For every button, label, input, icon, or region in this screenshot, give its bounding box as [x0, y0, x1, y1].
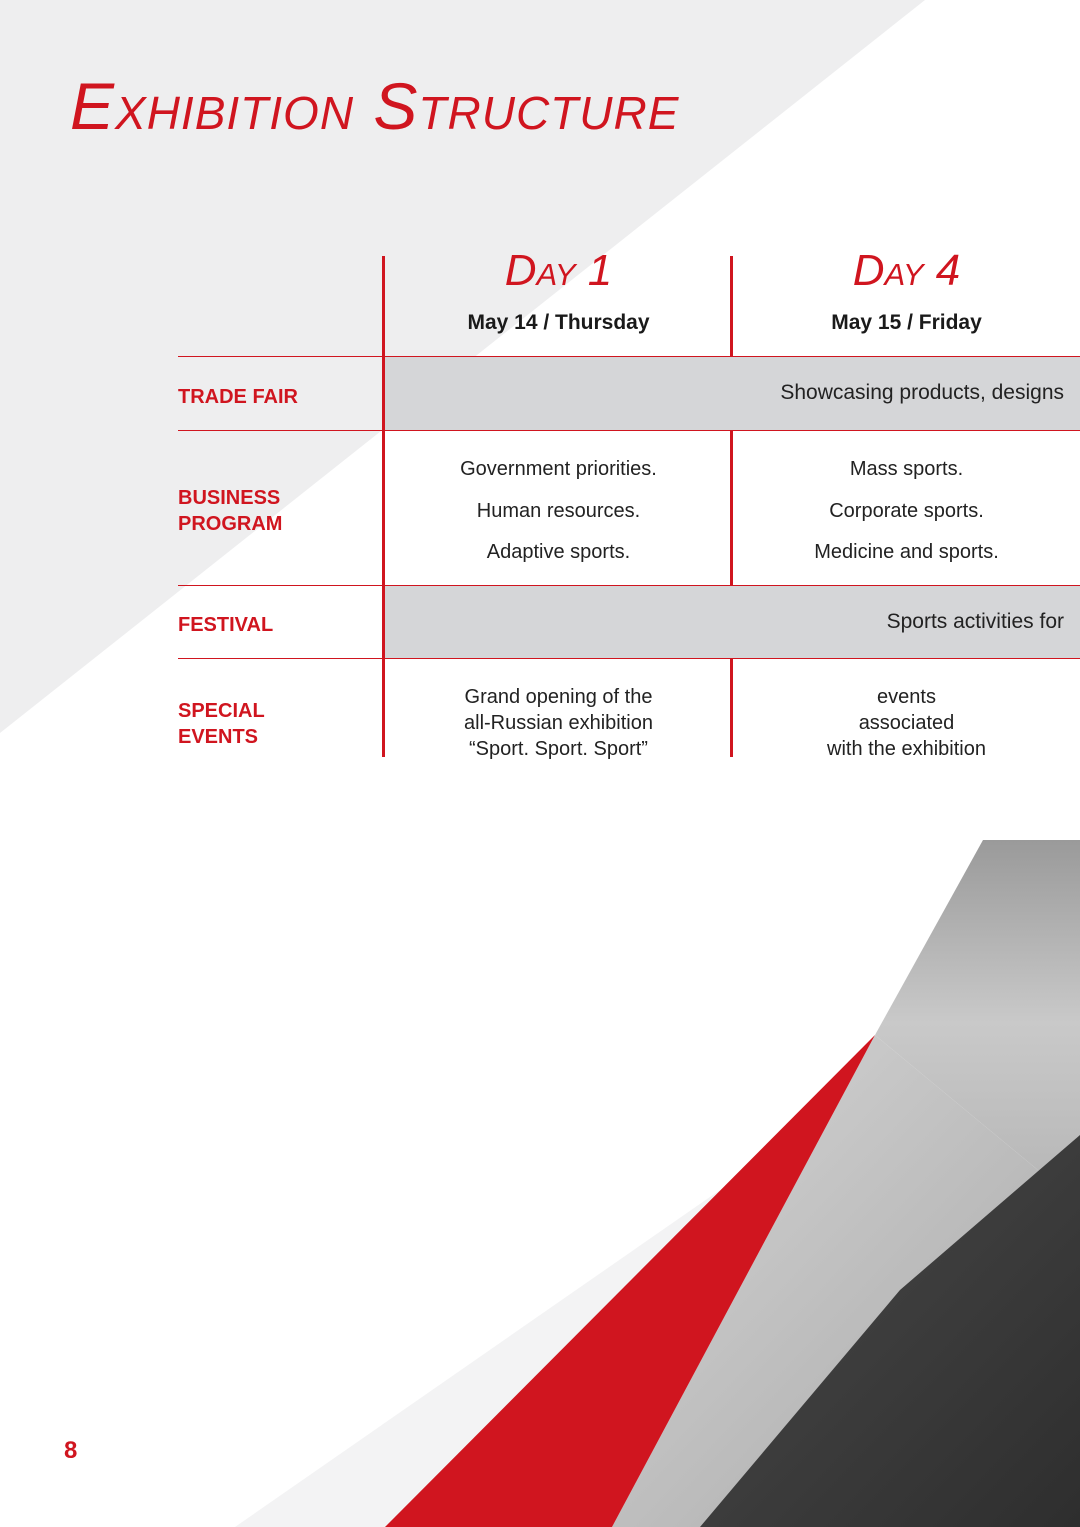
special-events-day4	[733, 684, 1080, 762]
business-program-day4-item: Mass sports.	[849, 458, 964, 480]
special-events-day1	[385, 684, 732, 762]
trade-fair-band	[385, 357, 1080, 430]
row-label-line: SPECIAL	[178, 700, 265, 722]
business-program-day4-item: Medicine and sports.	[814, 541, 999, 563]
row-label-line: PROGRAM	[178, 513, 283, 535]
special-events-day1-line: Grand opening of the	[464, 686, 653, 708]
business-program-day1-item: Adaptive sports.	[486, 541, 631, 563]
table-row-divider	[178, 658, 1080, 659]
row-label-trade-fair: TRADE FAIR	[178, 386, 298, 408]
table-row-divider	[178, 585, 1080, 586]
day1-title: Day 1	[504, 246, 613, 295]
table-row-divider	[178, 356, 1080, 357]
row-label-business-program	[178, 485, 282, 537]
row-label-special-events	[178, 698, 265, 750]
special-events-day4-line: events	[877, 686, 936, 708]
page-number: 8	[64, 1437, 78, 1464]
day4-title: Day 4	[852, 246, 961, 295]
day1-date: May 14 / Thursday	[467, 311, 650, 334]
row-label-line: EVENTS	[178, 726, 259, 748]
page-title: Exhibition Structure	[70, 69, 680, 143]
business-program-day1-item: Human resources.	[476, 500, 641, 522]
festival-band	[385, 586, 1080, 658]
special-events-day4-line: associated	[858, 712, 955, 734]
trade-fair-band-text: Showcasing products, designs	[780, 381, 1064, 404]
business-program-day4-item: Corporate sports.	[829, 500, 984, 522]
table-row-divider	[178, 430, 1080, 431]
special-events-day4-line: with the exhibition	[827, 738, 986, 760]
festival-band-text: Sports activities for	[886, 610, 1064, 633]
row-label-line: BUSINESS	[178, 487, 281, 509]
business-program-day1-item: Government priorities.	[460, 458, 657, 480]
day4-date: May 15 / Friday	[831, 311, 982, 334]
special-events-day1-line: “Sport. Sport. Sport”	[469, 738, 648, 760]
special-events-day1-line: all-Russian exhibition	[464, 712, 653, 734]
row-label-festival: FESTIVAL	[178, 614, 274, 636]
